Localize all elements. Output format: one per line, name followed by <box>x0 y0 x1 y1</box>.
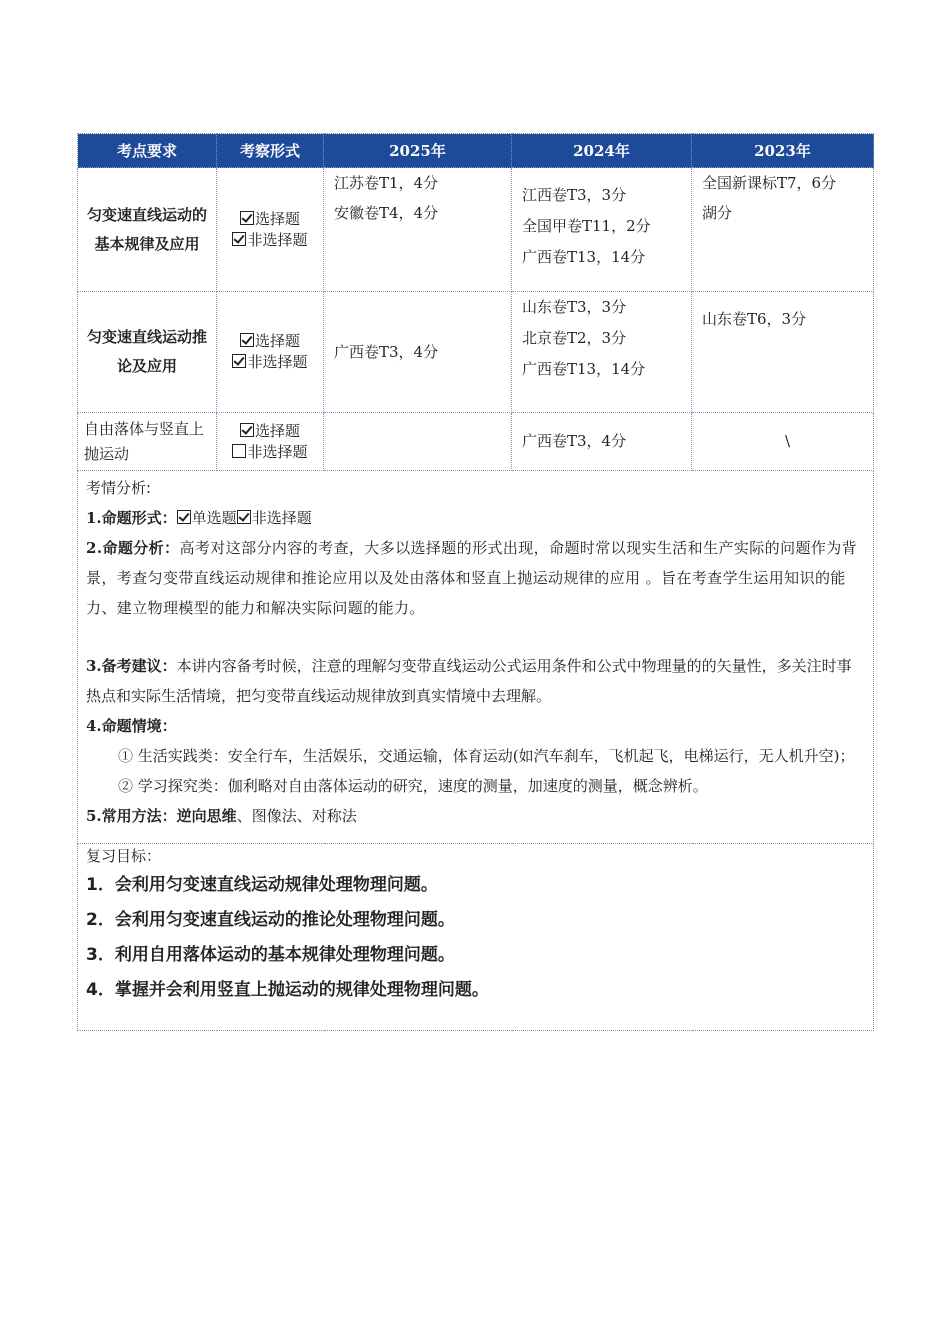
methods-key: 逆向思维 <box>176 807 237 825</box>
exam-2024-cell <box>512 413 692 471</box>
option-item <box>217 209 323 230</box>
exam-summary-document <box>77 133 873 1031</box>
exam-2025-cell <box>324 168 512 292</box>
topic-cell: 匀变速直线运动推论及应用 <box>78 292 217 413</box>
exam-entry: 全国甲卷T11，2分 <box>522 217 651 235</box>
methods-paragraph <box>86 801 865 831</box>
option-label: 非选择题 <box>247 353 308 371</box>
analysis-text: 高考对这部分内容的考查，大多以选择题的形式出现，命题时常以现实生活和生产实际的问题作为背景，考查匀变带直线运动规律和推论应用以及处由落体和竖直上抛运动规律的应用 。旨在考查学生运用知识的能力、建立物理模型的能力和解决实际问题的能力。 <box>86 539 858 617</box>
table-row <box>78 168 874 292</box>
methods-rest: 、图像法、对称法 <box>236 807 357 825</box>
table-header-row <box>78 134 874 168</box>
checked-box-icon <box>240 423 254 437</box>
exam-2025-cell <box>324 413 512 471</box>
analysis-label: 2.命题分析： <box>86 539 180 557</box>
checked-box-icon <box>240 211 254 225</box>
exam-entry: 山东卷T6，3分 <box>702 310 807 328</box>
option-item <box>217 352 323 373</box>
exam-entry: 安徽卷T4，4分 <box>334 204 439 222</box>
advice-text: 本讲内容备考时候，注意的理解匀变带直线运动公式运用条件和公式中物理量的的矢量性，多关注时事热点和实际生活情境，把匀变带直线运动规律放到真实情境中去理解。 <box>86 657 852 705</box>
exam-entry: 全国新课标T7，6分 <box>702 174 837 192</box>
form-cell <box>217 168 324 292</box>
table-row <box>78 292 874 413</box>
analysis-cell <box>78 471 874 844</box>
form-option: 单选题 <box>191 509 237 527</box>
exam-2023-cell <box>692 413 874 471</box>
form-option: 非选择题 <box>251 509 312 527</box>
exam-2024-cell <box>512 292 692 413</box>
option-item <box>217 421 323 442</box>
form-cell <box>217 292 324 413</box>
advice-paragraph <box>86 651 865 711</box>
topic-cell: 自由落体与竖直上抛运动 <box>78 413 217 471</box>
goal-item: 3．利用自用落体运动的基本规律处理物理问题。 <box>86 945 455 965</box>
header-2025: 2025年 <box>324 134 512 168</box>
goals-heading: 复习目标： <box>86 847 162 865</box>
option-item <box>217 230 323 251</box>
context-label: 4.命题情境： <box>86 717 177 735</box>
exam-2023-cell <box>692 292 874 413</box>
option-label: 选择题 <box>254 421 300 440</box>
analysis-form <box>86 503 865 533</box>
option-label: 选择题 <box>254 332 300 350</box>
option-item <box>217 442 323 463</box>
goal-item: 1．会利用匀变速直线运动规律处理物理问题。 <box>86 875 438 895</box>
exam-2024-cell <box>512 168 692 292</box>
goals-cell <box>78 844 874 1031</box>
methods-label: 5.常用方法： <box>86 807 177 825</box>
goal-item: 2．会利用匀变速直线运动的推论处理物理问题。 <box>86 910 455 930</box>
checked-box-icon <box>232 232 246 246</box>
exam-entry: 广西卷T3，4分 <box>334 342 439 361</box>
context-item: ① 生活实践类：安全行车，生活娱乐，交通运输，体育运动(如汽车刹车，飞机起飞，电梯运行，无人机升空)； <box>118 747 855 765</box>
goal-item: 4．掌握并会利用竖直上抛运动的规律处理物理问题。 <box>86 980 489 1000</box>
checked-box-icon <box>240 333 254 347</box>
exam-2025-cell <box>324 292 512 413</box>
option-label: 非选择题 <box>247 442 308 461</box>
exam-entry: 广西卷T3，4分 <box>522 432 627 450</box>
option-item <box>217 331 323 352</box>
form-cell <box>217 413 324 471</box>
header-form: 考察形式 <box>217 134 324 168</box>
checked-box-icon <box>232 354 246 368</box>
table-row <box>78 413 874 471</box>
header-topic: 考点要求 <box>78 134 217 168</box>
analysis-heading: 考情分析: <box>86 479 152 497</box>
advice-label: 3.备考建议： <box>86 657 177 675</box>
checked-box-icon <box>237 510 251 524</box>
header-2024: 2024年 <box>512 134 692 168</box>
exam-entry: 江西卷T3，3分 <box>522 186 627 204</box>
context-item: ② 学习探究类：伽利略对自由落体运动的研究，速度的测量，加速度的测量，概念辨析。 <box>118 777 708 795</box>
analysis-row <box>78 471 874 844</box>
exam-entry: 广西卷T13，14分 <box>522 248 646 266</box>
exam-entry: 北京卷T2，3分 <box>522 329 627 347</box>
header-2023: 2023年 <box>692 134 874 168</box>
checked-box-icon <box>177 510 191 524</box>
option-label: 选择题 <box>254 209 300 228</box>
goals-row <box>78 844 874 1031</box>
exam-entry: 广西卷T13，14分 <box>522 360 646 378</box>
exam-table <box>77 133 874 1031</box>
unchecked-box-icon <box>232 444 246 458</box>
exam-entry: \ <box>784 432 791 450</box>
analysis-paragraph <box>86 533 865 623</box>
exam-entry: 山东卷T3，3分 <box>522 298 627 316</box>
exam-entry: 江苏卷T1，4分 <box>334 174 439 192</box>
form-label: 1.命题形式： <box>86 509 177 527</box>
option-label: 非选择题 <box>247 230 308 249</box>
topic-cell: 匀变速直线运动的基本规律及应用 <box>78 168 217 292</box>
exam-2023-cell <box>692 168 874 292</box>
exam-entry: 湖分 <box>702 204 733 222</box>
